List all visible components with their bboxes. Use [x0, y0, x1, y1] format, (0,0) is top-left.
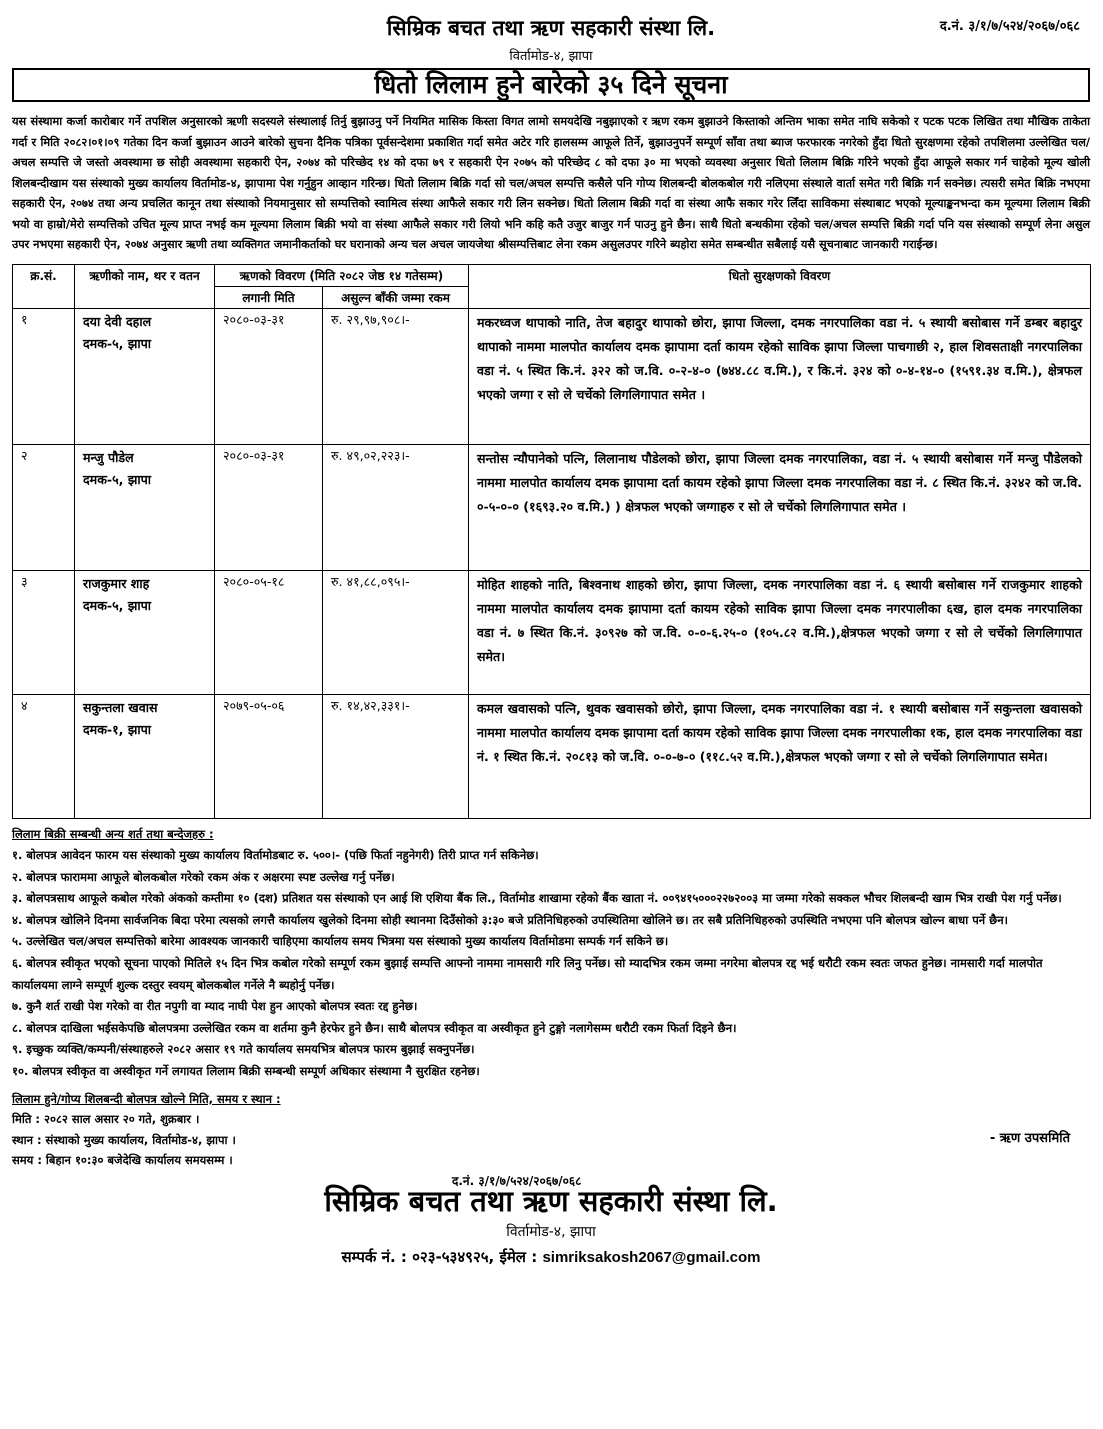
invest-date: २०८०-०३-३१ — [215, 308, 323, 444]
contact-label: सम्पर्क नं. : ०२३-५३४९२५, ईमेल : — [341, 1247, 538, 1266]
invest-date: २०७९-०५-०६ — [215, 694, 323, 818]
col-header-outstanding: असुल्न बाँकी जम्मा रकम — [323, 286, 469, 308]
borrower-name: मन्जु पौडेल — [83, 449, 134, 465]
collateral-description: कमल खवासको पत्नि, थुवक खवासको छोरो, झापा जिल्ला, दमक नगरपालिका वडा नं. १ स्थायी बसोबास गर्ने सकुन्तला खवासको नाममा मालपोत कार्यालय दमक झापामा दर्ता कायम रहेको साविक झापा जिल्ला दमक नगरपालीका १क, हाल दमक नगरपालिका वडा नं. १ स्थित कि.नं. २०८१३ को ज.वि. ०-०-७-० (११८.५२ व.मि.),क्षेत्रफल भएको जग्गा र सो ले चर्चेको लिगलिगापात समेत। — [469, 694, 1091, 818]
col-header-borrower: ऋणीको नाम, थर र वतन — [75, 264, 215, 308]
bid-opening-place: स्थान : संस्थाको मुख्य कार्यालय, विर्तामोड-४, झापा । — [12, 1132, 236, 1147]
row-sn: ४ — [13, 694, 75, 818]
notice-title: धितो लिलाम हुने बारेको ३५ दिने सूचना — [12, 68, 1090, 102]
term-item: ९. इच्छुक व्यक्ति/कम्पनी/संस्थाहरुले २०८२ असार १९ गते कार्यालय समयभित्र बोलपत्र फारम बुझाई सक्नुपर्नेछ। — [12, 1042, 475, 1057]
borrower-name: सकुन्तला खवास — [83, 699, 158, 715]
borrower-address: दमक-५, झापा — [83, 471, 152, 487]
collateral-description: मकरध्वज थापाको नाति, तेज बहादुर थापाको छोरा, झापा जिल्ला, दमक नगरपालिका वडा नं. ५ स्थायी बसोबास गर्ने डम्बर बहादुर थापाको नाममा मालपोत कार्यालय दमक झापामा दर्ता कायम रहेको साविक झापा जिल्ला पाचगाछी २, हाल शिवसताक्षी नगरपालिका वडा नं. ५ स्थित कि.नं. ३२२ को ज.वि. ०-२-४-० (७४४.८८ व.मि.), र कि.नं. ३२४ को ०-४-१४-० (१५९१.३४ व.मि.), क्षेत्रफल भएको जग्गा र सो ले चर्चेको लिगलिगापात समेत । — [469, 308, 1091, 444]
term-item: ६. बोलपत्र स्वीकृत भएको सूचना पाएको मितिले १५ दिन भित्र कबोल गरेको सम्पूर्ण रकम बुझाई सम्पत्ति आफ्नो नाममा नामसारी गरि लिनु पर्नेछ। सो म्यादभित्र रकम जम्मा नगरेमा बोलपत्र रद्द भई धरौटी रकम स्वतः जफत हुनेछ। नामसारी गर्दा मालपोत कार्यालयमा लाग्ने सम्पूर्ण शुल्क दस्तुर स्वयम् बोलकबोल गर्नेले नै ब्यहोर्नु पर्नेछ। — [12, 956, 1043, 992]
terms-section — [12, 824, 1090, 1083]
footer-org-name: सिम्रिक बचत तथा ऋण सहकारी संस्था लि. — [324, 1183, 778, 1218]
bid-opening-heading: लिलाम हुने/गोप्य शिलबन्दी बोलपत्र खोल्ने मिति, समय र स्थान : — [12, 1091, 281, 1106]
footer-contact — [12, 1247, 1090, 1267]
notice-page — [12, 8, 1090, 1267]
invest-date: २०८०-०५-१८ — [215, 570, 323, 694]
reference-number: द.नं. ३/१/७/५२४/२०६७/०६८ — [939, 19, 1080, 34]
contact-email: simriksakosh2067@gmail.com — [542, 1248, 761, 1266]
collateral-description: मोहित शाहको नाति, बिश्वनाथ शाहको छोरा, झापा जिल्ला, दमक नगरपालिका वडा नं. ६ स्थायी बसोबास गर्ने राजकुमार शाहको नाममा मालपोत कार्यालय दमक झापामा दर्ता कायम रहेको साविक झापा जिल्ला दमक नगरपालीका ६ख, हाल दमक नगरपालिका वडा नं. ७ स्थित कि.नं. ३०९२७ को ज.वि. ०-०-६.२५-० (१०५.८२ व.मि.),क्षेत्रफल भएको जग्गा र सो ले चर्चेको लिगलिगापात समेत। — [469, 570, 1091, 694]
invest-date: २०८०-०३-३१ — [215, 444, 323, 570]
bid-opening-section — [12, 1089, 1090, 1188]
col-header-loan-details: ऋणको विवरण (मिति २०८२ जेष्ठ १४ गतेसम्म) — [215, 264, 469, 286]
bid-opening-date: मिति : २०८२ साल असार २० गते, शुक्रबार । — [12, 1112, 200, 1127]
term-item: ७. कुनै शर्त राखी पेश गरेको वा रीत नपुगी वा म्याद नाघी पेश हुन आएको बोलपत्र स्वतः रद्द हुनेछ। — [12, 999, 418, 1014]
term-item: ३. बोलपत्रसाथ आफूले कबोल गरेको अंकको कम्तीमा १० (दश) प्रतिशत यस संस्थाको एन आई शि एशिया बैंक लि., विर्तामोड शाखामा रहेको बैंक खाता नं. ००९४१५०००२२७२००३ मा जम्मा गरेको सक्कल भौचर शिलबन्दी खाम भित्र राखी पेश गर्नु पर्नेछ। — [12, 891, 1062, 906]
reference-number-bottom: द.नं. ३/१/७/५२४/२०६७/०६८ — [452, 1173, 582, 1188]
term-item: १. बोलपत्र आवेदन फारम यस संस्थाको मुख्य कार्यालय विर्तामोडबाट रु. ५००।- (पछि फिर्ता नहुनेगरी) तिरी प्राप्त गर्न सकिनेछ। — [12, 848, 539, 863]
loan-table — [12, 264, 1091, 819]
borrower-address: दमक-१, झापा — [83, 721, 152, 737]
term-item: २. बोलपत्र फाराममा आफूले बोलकबोल गरेको रकम अंक र अक्षरमा स्पष्ट उल्लेख गर्नु पर्नेछ। — [12, 869, 395, 884]
row-sn: १ — [13, 308, 75, 444]
outstanding-amount: रु. २९,९७,९०८।- — [323, 308, 469, 444]
borrower-name: राजकुमार शाह — [83, 575, 150, 591]
table-row — [13, 308, 1091, 444]
row-sn: २ — [13, 444, 75, 570]
borrower-address: दमक-५, झापा — [83, 597, 152, 613]
notice-footer — [12, 1181, 1090, 1267]
col-header-sn: क्र.सं. — [13, 264, 75, 308]
outstanding-amount: रु. १४,४२,३३१।- — [323, 694, 469, 818]
terms-heading: लिलाम बिक्री सम्बन्धी अन्य शर्त तथा बन्देजहरु : — [12, 826, 214, 841]
term-item: ४. बोलपत्र खोलिने दिनमा सार्वजनिक बिदा परेमा त्यसको लगत्तै कार्यालय खुलेको दिनमा सोही स्थानमा दिउँसोको ३:३० बजे प्रतिनिधिहरुको उपस्थितिमा खोलिने छ। तर सबै प्रतिनिधिहरुको उपस्थिति नभएमा पनि बोलपत्र खोल्न बाधा पर्ने छैन। — [12, 912, 1008, 927]
footer-address: विर्तामोड-४, झापा — [506, 1223, 596, 1240]
col-header-invest-date: लगानी मिति — [215, 286, 323, 308]
row-sn: ३ — [13, 570, 75, 694]
bid-opening-time: समय : बिहान १०:३० बजेदेखि कार्यालय समयसम्म । — [12, 1153, 233, 1168]
intro-paragraph: यस संस्थामा कर्जा कारोबार गर्ने तपशिल अनुसारको ऋणी सदस्यले संस्थालाई तिर्नु बुझाउनु पर्ने नियमित मासिक किस्ता विगत लामो समयदेखि नबुझाएको र ऋण रकम बुझाउने किस्ताको अन्तिम भाका समेत नाघि सकेको र पटक पटक लिखित तथा मौखिक ताकेता गर्दा र मिति २०८२।०१।०९ गतेका दिन कर्जा बुझाउन आउने बारेको सुचना दैनिक पत्रिका पूर्वसन्देशमा प्रकाशित गर्दा समेत अटेर गरि हालसम्म आफूले तिर्ने, बुझाउनुपर्ने सम्पूर्ण साँवा तथा ब्याज फरफारक नगरेको हुँदा धितो सुरक्षणमा रहेको तपशिलमा उल्लेखित चल/अचल सम्पत्ति जे जस्तो अवस्थामा छ सोही अवस्थामा सहकारी ऐन, २०७४ को परिच्छेद १४ को दफा ७९ र सहकारी ऐन २०७५ को परिच्छेद ८ को दफा ३० मा भएको व्यवस्था अनुसार धितो लिलाम बिक्रि गरिने भएको हुँदा आफूले सकार गर्न चाहेको मूल्य खोली शिलबन्दीखाम यस संस्थाको मुख्य कार्यालय विर्तामोड-४, झापामा पेश गर्नुहुन आव्हान गरिन्छ। धितो लिलाम बिक्रि गर्दा सो चल/अचल सम्पत्ति कसैले पनि गोप्य शिलबन्दी बोलकबोल गरी नलिएमा संस्थाले वार्ता समेत गरी बिक्रि गर्न सक्नेछ। त्यसरी समेत बिक्रि नभएमा सहकारी ऐन, २०७४ तथा अन्य प्रचलित कानून तथा संस्थाको नियमानुसार सो सम्पत्तिको स्वामित्व संस्था आफैले सकार गरी लिन सक्नेछ। धितो लिलाम बिक्री गर्दा वा संस्था आफै सकार गरेर लिँदा साविकमा संस्थाबाट भएको मूल्याङ्कनभन्दा कम मूल्यमा लिलाम बिक्री भयो वा हाम्रो/मेरो सम्पत्तिको उचित मूल्य प्राप्त नभई कम मूल्यमा लिलाम बिक्री भयो वा संस्था आफैले सकार गरी लियो भनि कहि कतै उजुर बाजुर गर्न पाउनु हुने छैन। साथै धितो बन्धकीमा रहेको चल/अचल सम्पत्ति बिक्री गर्दा पनि यस संस्थाको सम्पूर्ण लेना असुल उपर नभएमा सहकारी ऐन, २०७४ अनुसार ऋणी तथा व्यक्तिगत जमानीकर्ताको घर घरानाको अन्य चल अचल जायजेथा श्रीसम्पत्तिबाट लेना रकम असुलउपर गरिने ब्यहोरा समेत सम्बन्धीत सबैलाई यसै सूचनाबाट जानकारी गराईन्छ। — [12, 115, 1090, 251]
org-address: विर्तामोड-४, झापा — [509, 49, 593, 64]
collateral-description: सन्तोस न्यौपानेको पत्नि, लिलानाथ पौडेलको छोरा, झापा जिल्ला दमक नगरपालिका, वडा नं. ५ स्थायी बसोबास गर्ने मन्जु पौडेलको नाममा मालपोत कार्यालय दमक झापामा दर्ता कायम रहेको झापा जिल्ला दमक नगरपालिका वडा नं. ८ स्थित कि.नं. ३२४२ को ज.वि. ०-५-०-० (१६९३.२० व.मि.) ) क्षेत्रफल भएको जग्गाहरु र सो ले चर्चेको लिगलिगापात समेत । — [469, 444, 1091, 570]
org-name: सिम्रिक बचत तथा ऋण सहकारी संस्था लि. — [386, 16, 716, 40]
table-row — [13, 444, 1091, 570]
col-header-collateral: धितो सुरक्षणको विवरण — [469, 264, 1091, 308]
outstanding-amount: रु. ४१,८८,०९५।- — [323, 570, 469, 694]
table-row — [13, 694, 1091, 818]
borrower-name: दया देवी दहाल — [83, 313, 152, 329]
term-item: १०. बोलपत्र स्वीकृत वा अस्वीकृत गर्ने लगायत लिलाम बिक्री सम्बन्धी सम्पूर्ण अधिकार संस्थामा नै सुरक्षित रहनेछ। — [12, 1064, 480, 1079]
notice-header — [12, 8, 1090, 100]
borrower-address: दमक-५, झापा — [83, 335, 152, 351]
term-item: ५. उल्लेखित चल/अचल सम्पत्तिको बारेमा आवश्यक जानकारी चाहिएमा कार्यालय समय भित्रमा यस संस्थाको मुख्य कार्यालय विर्तामोडमा सम्पर्क गर्न सकिने छ। — [12, 934, 669, 949]
outstanding-amount: रु. ४९,०२,२२३।- — [323, 444, 469, 570]
committee-signature: - ऋण उपसमिति — [989, 1130, 1070, 1146]
term-item: ८. बोलपत्र दाखिला भईसकेपछि बोलपत्रमा उल्लेखित रकम वा शर्तमा कुनै हेरफेर हुने छैन। साथै बोलपत्र स्वीकृत वा अस्वीकृत हुने टुङ्गो नलागेसम्म धरौटी रकम फिर्ता दिइने छैन। — [12, 1020, 737, 1035]
table-row — [13, 570, 1091, 694]
